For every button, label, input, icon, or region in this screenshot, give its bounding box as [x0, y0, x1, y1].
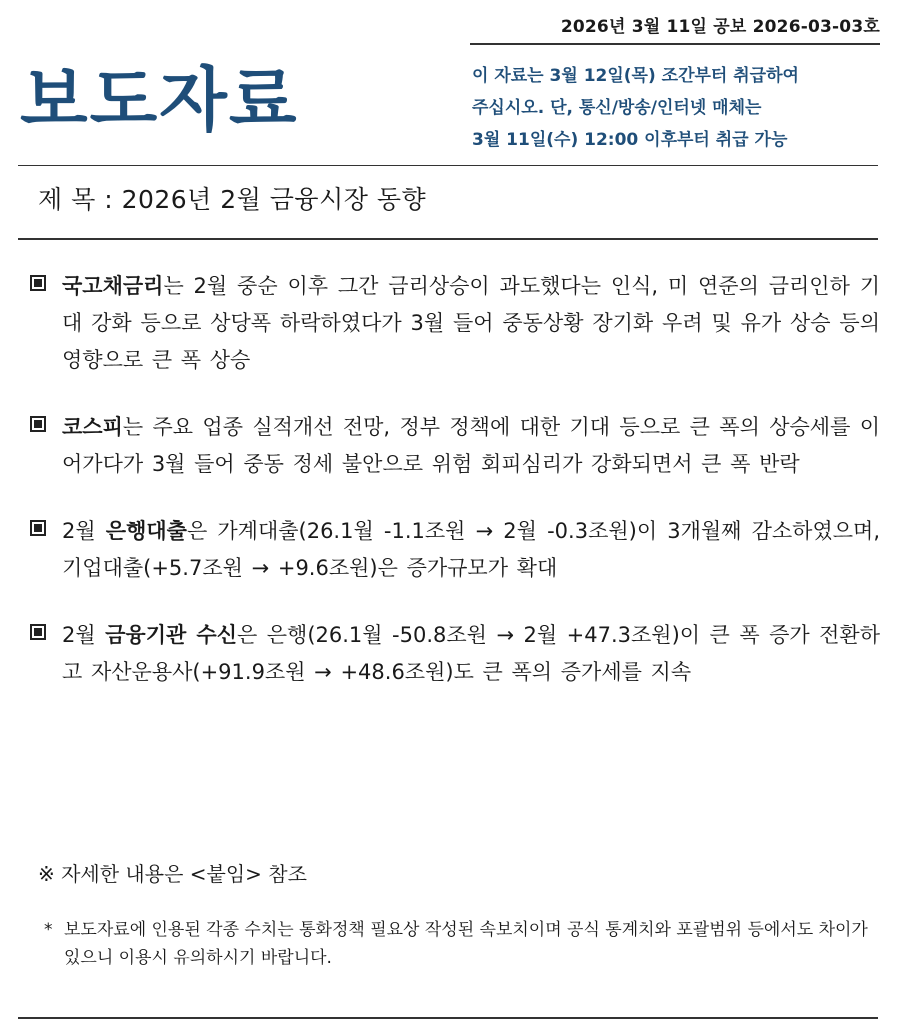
- footnote-text: 보도자료에 인용된 각종 수치는 통화정책 필요상 작성된 속보치이며 공식 통계치와 포괄범위 등에서도 차이가 있으니 이용시 유의하시기 바랍니다.: [64, 920, 868, 968]
- attachment-reference: ※ 자세한 내용은 <붙임> 참조: [38, 862, 307, 886]
- bullet-item: [30, 268, 880, 379]
- embargo-notice: [472, 60, 882, 156]
- square-bullet-icon: [30, 416, 46, 432]
- summary-bullets: [30, 268, 880, 721]
- bullet-item: [30, 409, 880, 483]
- square-bullet-icon: [30, 520, 46, 536]
- bullet-item: [30, 617, 880, 691]
- bullet-keyword: 국고채금리: [62, 274, 164, 298]
- issue-meta-line: 2026년 3월 11일 공보 2026-03-03호: [470, 12, 880, 45]
- subject-line: 제 목 : 2026년 2월 금융시장 동향: [38, 185, 427, 214]
- bullet-keyword: 은행대출: [105, 519, 187, 543]
- embargo-line: 3월 11일(수) 12:00 이후부터 취급 가능: [472, 130, 788, 150]
- bullet-keyword: 금융기관 수신: [105, 623, 237, 647]
- bullet-text: 국고채금리는 2월 중순 이후 그간 금리상승이 과도했다는 인식, 미 연준의 금리인하 기대 강화 등으로 상당폭 하락하였다가 3월 들어 중동상황 장기화 우려 및 유가 상승 등의 영향으로 큰 폭 상승: [62, 274, 880, 372]
- bullet-text: 코스피는 주요 업종 실적개선 전망, 정부 정책에 대한 기대 등으로 큰 폭의 상승세를 이어가다가 3월 들어 중동 정세 불안으로 위험 회피심리가 강화되면서 큰 폭 반락: [62, 415, 880, 476]
- bullet-keyword: 코스피: [62, 415, 123, 439]
- press-release-title: 보도자료: [20, 59, 299, 141]
- embargo-line: 이 자료는 3월 12일(목) 조간부터 취급하여: [472, 66, 799, 86]
- footnote: [44, 916, 884, 972]
- header-divider: [18, 165, 878, 166]
- square-bullet-icon: [30, 275, 46, 291]
- footnote-mark: *: [44, 920, 53, 940]
- bullet-item: [30, 513, 880, 587]
- bullet-text: 2월 금융기관 수신은 은행(26.1월 -50.8조원 → 2월 +47.3조원)이 큰 폭 증가 전환하고 자산운용사(+91.9조원 → +48.6조원)도 큰 폭의 증가세를 지속: [62, 623, 880, 684]
- embargo-line: 주십시오. 단, 통신/방송/인터넷 매체는: [472, 98, 762, 118]
- bullet-text: 2월 은행대출은 가계대출(26.1월 -1.1조원 → 2월 -0.3조원)이 3개월째 감소하였으며, 기업대출(+5.7조원 → +9.6조원)은 증가규모가 확대: [62, 519, 880, 580]
- square-bullet-icon: [30, 624, 46, 640]
- subject-divider: [18, 238, 878, 240]
- bottom-divider: [18, 1017, 878, 1019]
